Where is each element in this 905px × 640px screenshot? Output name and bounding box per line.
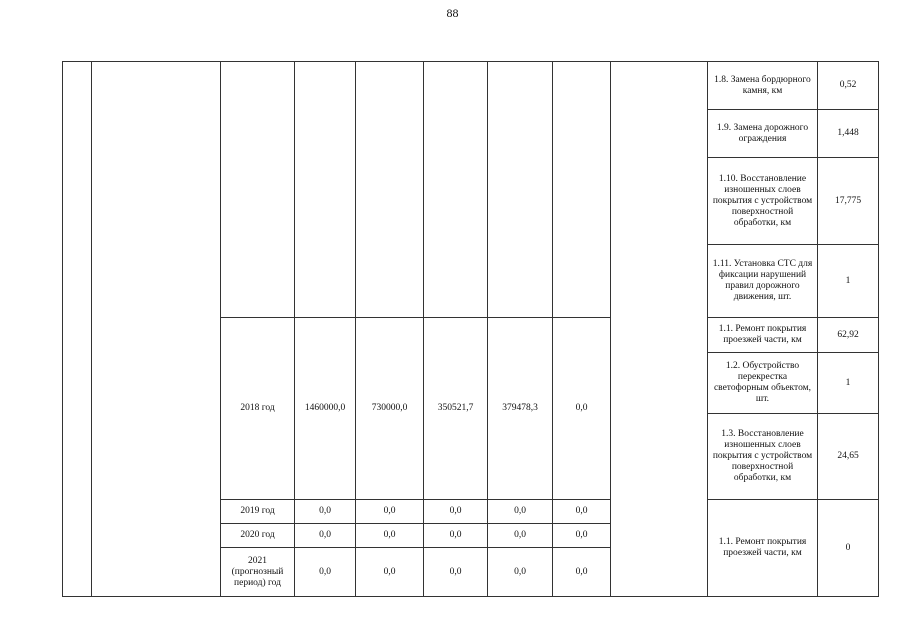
year-cell: 2020 год (221, 524, 295, 548)
total-cell: 0,0 (295, 524, 356, 548)
indicator-text: 1.11. Установка СТС для фиксации нарушений правил дорожного движения, шт. (708, 245, 818, 318)
indicator-value: 1 (818, 353, 879, 414)
indicator-text: 1.10. Восстановление изношенных слоев покрытия с устройством поверхностной обработки, км (708, 158, 818, 245)
funding-cell: 0,0 (356, 500, 424, 524)
year-cell-empty (221, 62, 295, 318)
funding-cell: 0,0 (424, 500, 488, 524)
indicator-text: 1.9. Замена дорожного ограждения (708, 110, 818, 158)
funding-cell: 0,0 (488, 524, 553, 548)
indicator-text: 1.1. Ремонт покрытия проезжей части, км (708, 318, 818, 353)
funding-cell-empty (424, 62, 488, 318)
executor-cell (611, 62, 708, 597)
funding-cell: 350521,7 (424, 318, 488, 500)
total-cell: 0,0 (295, 548, 356, 597)
total-cell: 1460000,0 (295, 318, 356, 500)
indicator-value: 17,775 (818, 158, 879, 245)
funding-cell: 730000,0 (356, 318, 424, 500)
total-cell-empty (295, 62, 356, 318)
funding-cell: 0,0 (488, 500, 553, 524)
funding-cell: 0,0 (553, 548, 611, 597)
program-table (62, 61, 879, 597)
indicator-value: 1 (818, 245, 879, 318)
funding-cell: 0,0 (424, 524, 488, 548)
indicator-text: 1.8. Замена бордюрного камня, км (708, 62, 818, 110)
total-cell: 0,0 (295, 500, 356, 524)
funding-cell: 0,0 (553, 318, 611, 500)
funding-cell-empty (356, 62, 424, 318)
year-cell: 2021 (прогнозный период) год (221, 548, 295, 597)
funding-cell: 0,0 (424, 548, 488, 597)
funding-cell-empty (488, 62, 553, 318)
indicator-value: 62,92 (818, 318, 879, 353)
indicator-text: 1.1. Ремонт покрытия проезжей части, км (708, 500, 818, 597)
year-cell: 2019 год (221, 500, 295, 524)
indicator-text: 1.3. Восстановление изношенных слоев покрытия с устройством поверхностной обработки, км (708, 414, 818, 500)
indicator-value: 0,52 (818, 62, 879, 110)
indicator-value: 24,65 (818, 414, 879, 500)
indicator-value: 1,448 (818, 110, 879, 158)
indicator-value: 0 (818, 500, 879, 597)
col-name-cell (92, 62, 221, 597)
funding-cell: 0,0 (553, 524, 611, 548)
page-number: 88 (446, 6, 459, 20)
col-number-cell (63, 62, 92, 597)
funding-cell: 0,0 (356, 524, 424, 548)
funding-cell: 379478,3 (488, 318, 553, 500)
funding-cell: 0,0 (356, 548, 424, 597)
funding-cell: 0,0 (553, 500, 611, 524)
funding-cell-empty (553, 62, 611, 318)
year-cell: 2018 год (221, 318, 295, 500)
funding-cell: 0,0 (488, 548, 553, 597)
indicator-text: 1.2. Обустройство перекрестка светофорным объектом, шт. (708, 353, 818, 414)
